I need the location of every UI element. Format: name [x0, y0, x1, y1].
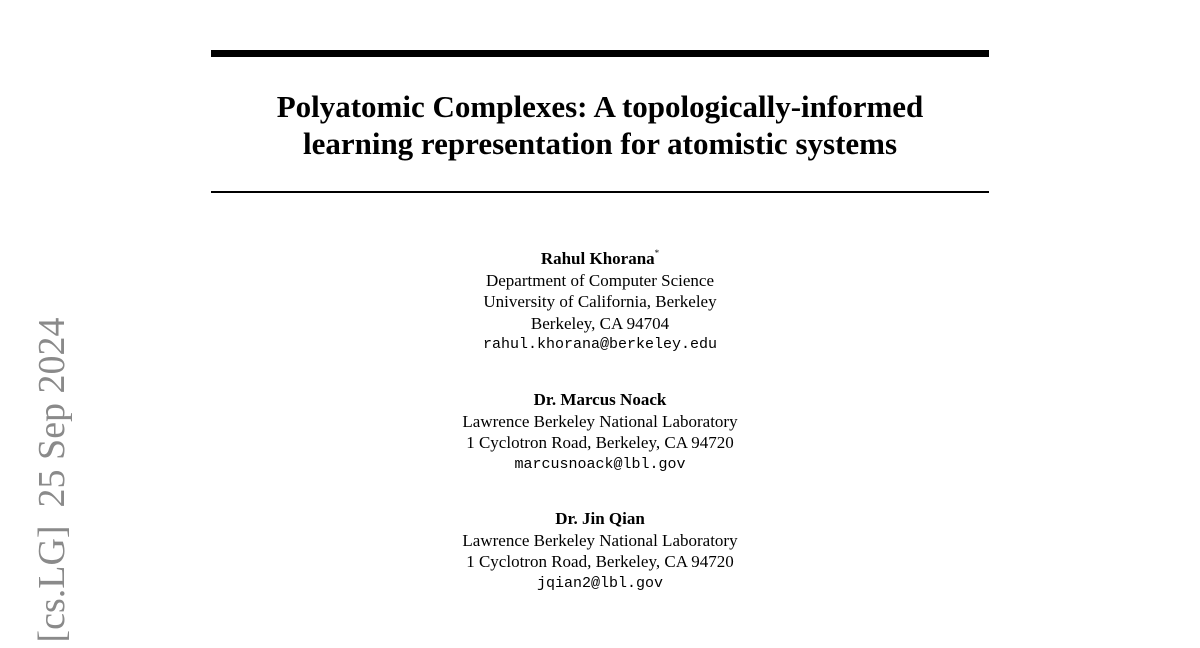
author-name: Dr. Marcus Noack: [533, 390, 667, 409]
author-address: 1 Cyclotron Road, Berkeley, CA 94720: [466, 552, 734, 571]
author-block-noack: [300, 389, 900, 475]
author-affiliation: Lawrence Berkeley National Laboratory: [462, 530, 738, 550]
arxiv-date: 25 Sep 2024: [31, 317, 73, 508]
title-top-rule: [211, 50, 989, 57]
author-name-line: [300, 248, 900, 270]
author-affiliation: University of California, Berkeley: [483, 292, 717, 311]
paper-title-line-1: Polyatomic Complexes: A topologically-informed: [276, 89, 924, 124]
author-email: rahul.khorana@berkeley.edu: [482, 336, 718, 353]
arxiv-category: [cs.LG]: [31, 525, 73, 643]
author-block-qian: [300, 508, 900, 594]
author-address: 1 Cyclotron Road, Berkeley, CA 94720: [466, 433, 734, 452]
author-email: marcusnoack@lbl.gov: [514, 455, 686, 473]
arxiv-side-stamp: [30, 317, 74, 642]
author-name: Rahul Khorana: [540, 249, 655, 268]
author-footnote-mark: *: [654, 248, 660, 258]
author-affiliation: Department of Computer Science: [485, 270, 714, 290]
author-email: jqian2@lbl.gov: [536, 574, 664, 592]
title-bottom-rule: [211, 191, 989, 193]
paper-title-line-2: learning representation for atomistic systems: [302, 126, 898, 161]
author-name: Dr. Jin Qian: [555, 509, 645, 528]
author-block-khorana: [300, 248, 900, 356]
author-address: Berkeley, CA 94704: [530, 313, 670, 333]
author-affiliation: Lawrence Berkeley National Laboratory: [462, 411, 738, 431]
